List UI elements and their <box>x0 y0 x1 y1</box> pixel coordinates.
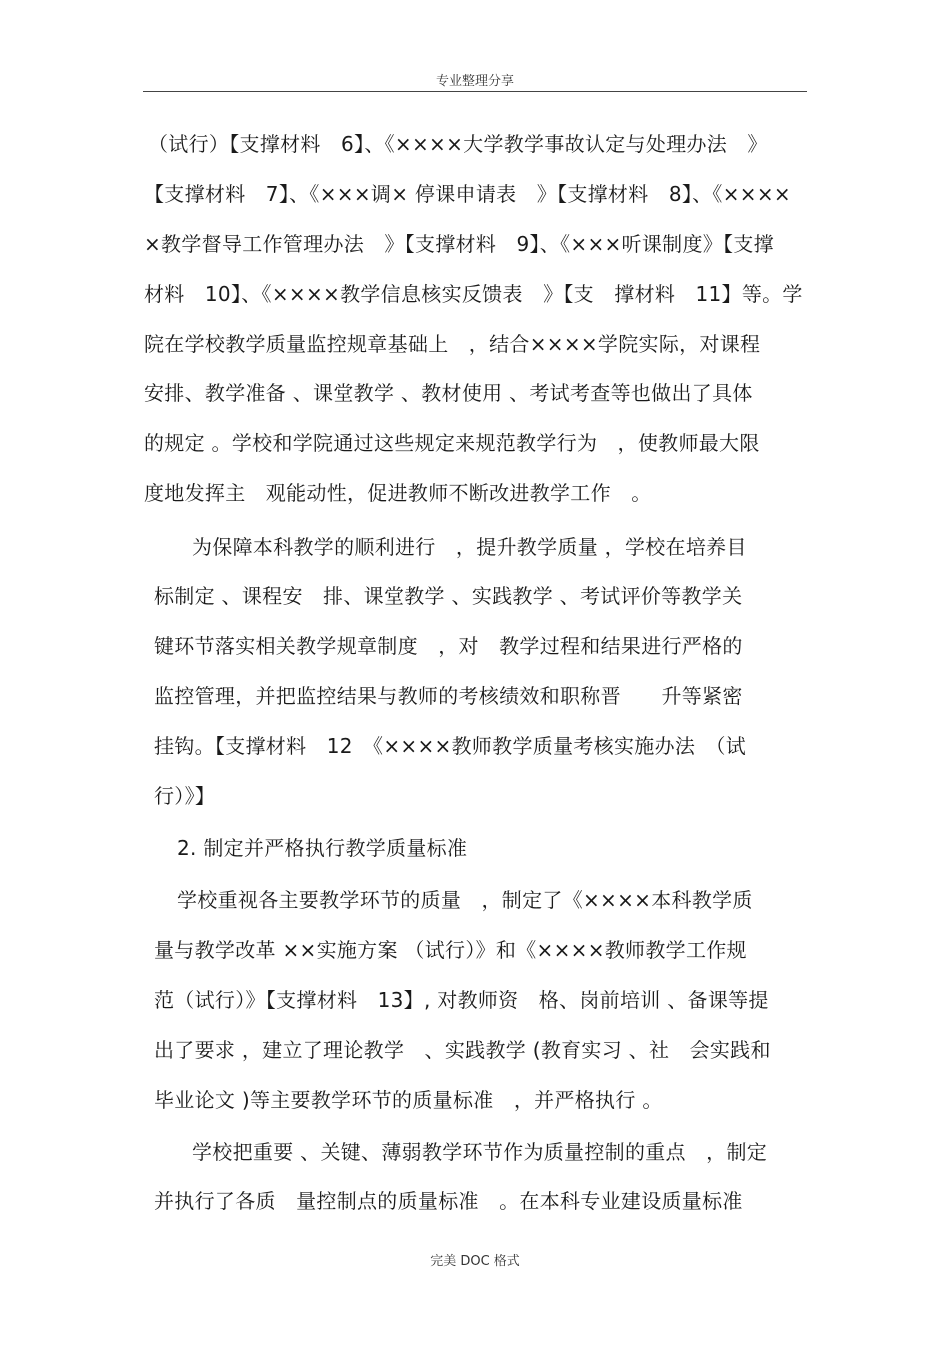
text-line: （试行）【支撑材料 6】、《××××大学教学事故认定与处理办法 》 <box>148 132 768 156</box>
text-line: 材料 10】、《××××教学信息核实反馈表 》【支 撑材料 11】等。学 <box>144 282 803 306</box>
text-line: 为保障本科教学的顺利进行 ，提升教学质量 ，学校在培养目 <box>192 535 747 559</box>
header-rule <box>143 91 807 92</box>
page-footer: 完美 DOC 格式 <box>430 1254 520 1269</box>
text-line: 度地发挥主 观能动性，促进教师不断改进教学工作 。 <box>144 481 652 505</box>
text-line: 学校重视各主要教学环节的质量 ，制定了《××××本科教学质 <box>177 888 753 912</box>
text-line: 毕业论文 )等主要教学环节的质量标准 ，并严格执行 。 <box>154 1088 663 1112</box>
section-heading: 2. 制定并严格执行教学质量标准 <box>177 836 468 860</box>
text-line: 量与教学改革 ××实施方案 （试行）》和《××××教师教学工作规 <box>154 938 747 962</box>
text-line: 范（试行）》【支撑材料 13】, 对教师资 格、岗前培训 、备课等提 <box>154 988 769 1012</box>
text-line: 并执行了各质 量控制点的质量标准 。在本科专业建设质量标准 <box>154 1189 743 1213</box>
text-line: 【支撑材料 7】、《×××调× 停课申请表 》【支撑材料 8】、《×××× <box>144 182 791 206</box>
text-line: 安排、教学准备 、课堂教学 、教材使用 、考试考查等也做出了具体 <box>144 381 753 405</box>
text-line: 标制定 、课程安 排、课堂教学 、实践教学 、考试评价等教学关 <box>154 584 743 608</box>
text-line: 学校把重要 、关键、薄弱教学环节作为质量控制的重点 ，制定 <box>192 1140 768 1164</box>
text-line: 的规定 。学校和学院通过这些规定来规范教学行为 ，使教师最大限 <box>144 431 760 455</box>
text-line: 行）》】 <box>154 784 216 808</box>
text-line: 挂钩。【支撑材料 12 《××××教师教学质量考核实施办法 （试 <box>154 734 747 758</box>
page-header: 专业整理分享 <box>435 74 514 89</box>
text-line: 监控管理，并把监控结果与教师的考核绩效和职称晋 升等紧密 <box>154 684 743 708</box>
text-line: ×教学督导工作管理办法 》【支撑材料 9】、《×××听课制度》【支撑 <box>144 232 774 256</box>
text-line: 键环节落实相关教学规章制度 ，对 教学过程和结果进行严格的 <box>154 634 743 658</box>
text-line: 院在学校教学质量监控规章基础上 ，结合××××学院实际，对课程 <box>144 332 761 356</box>
text-line: 出了要求 ，建立了理论教学 、实践教学 (教育实习 、社 会实践和 <box>154 1038 771 1062</box>
